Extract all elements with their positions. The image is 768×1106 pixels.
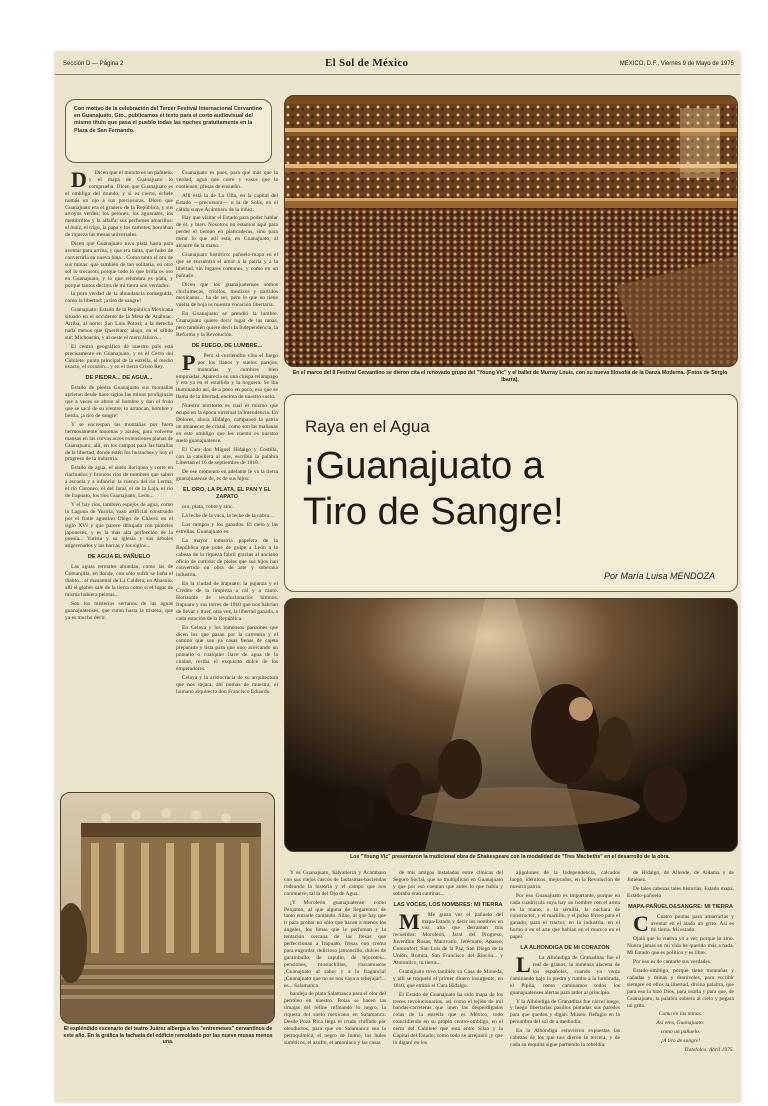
paragraph: Dicen que Guanajuato tuvo plata hasta para aventar para arriba, y que era tanta, que hubo de convertirla en nueva luna... Como tanto el oro de sus minas: que también de tan solitaria, en otro sol lo trocaron; porque todo lo que brilla es oro en Guanajuato, y lo que relumbra es plata, y porque tantos decires de mi tierra son verdades: <box>65 241 173 289</box>
poem-line: Así eres, Guanajuato: <box>656 1020 705 1027</box>
paragraph: de Hidalgo, de Allende, de Aldama y de Jiménez. <box>627 870 734 883</box>
paragraph: Son los misterios serranos de las aguas guanajuatenses, que curan hasta la tristeza, que ya es mucho decir. <box>65 600 173 621</box>
intro-text: Con motivo de la celebración del Tercer Festival Internacional Cervantino en Guanajuato, Gto., publicamos el texto para el corto audiovisual del mismo título que pasa el pueblo todas las noches gratuitamente en la Plaza de San Fernando. <box>74 106 263 134</box>
macbeth-stage-photo <box>284 598 738 852</box>
paragraph: En la ciudad de Irapuato: la pujanza y el Crédito de la limpieza a cal y a canto. Horizonte de revolucionarios himnos. Irapuato y sus torres de 1910 que nos habrían de llevar y traer, otra vez, la libertad ganada, a cada estación de la República. <box>176 581 278 622</box>
theater-audience-photo <box>284 95 738 367</box>
headline-line-1: ¡Guanajuato a <box>303 445 544 487</box>
text-column-2 <box>176 170 278 788</box>
paragraph: Y el hay ríos, también espejos de agua, como la Laguna de Yuriria, vaso artificial construido por el fraile agustino Diego de Chávez en el siglo XVI y que parece dibujada con pinceles japoneses, y es la más alta perfección de la poesía... Yuriria y su iglesia y sus árboles atigerenados y las barcas y los siglos... <box>65 501 173 550</box>
poem-line: Como en las minas. <box>658 1011 703 1018</box>
poem-line: ¡A tiro de sangre! <box>660 1038 701 1045</box>
signature: Tlatelolco. Abril 1975. <box>683 1047 734 1054</box>
paragraph: Hay que visitar el Estado para poder hablar de él, y bien. Nosotros no estamos aquí para perder el tiempo en platicaderas, sino para mirar lo que allí está, en Guanajuato, al alcance de la mano. <box>176 215 278 250</box>
macbeth-photo-caption: Los "Young Vic" presentaron la tradicional obra de Shakespeare con la modalidad de "Tres Macbeths" en el desarrollo de la obra. <box>350 854 670 860</box>
paragraph: El Cura don Miguel Hidalgo y Costilla, con la cabellera al aire, escribió la palabra Libertad el 16 de septiembre de 1810. <box>176 446 278 467</box>
theater-photo-caption: En el marco del II Festival Cervantino se dieron cita el renovado grupo del "Young Vic" y el ballet de Murray Louis, con su nueva filosofía de la Danza Moderna. (Fotos de Sergio Ibarra). <box>292 370 728 383</box>
text-column-5 <box>510 870 620 1090</box>
article-headline <box>303 443 564 535</box>
article-kicker: Raya en el Agua <box>305 417 430 436</box>
subhead: EL ORO, LA PLATA, EL PAN Y EL ZAPATO <box>183 487 271 501</box>
paragraph: Guanajuato histórico: pañuelo-mapa en el que se encuentra el amor a la patria y a la libertad, sin lugares comunes, y como en un pañuelo. <box>176 251 278 279</box>
paragraph: Estado de agua, el suelo lloriquea y corre en riachuelos y broncos ríos de nombres que saben a escuela y a infancia: la cuenca del río Lerma, el río Coroneo, el del Jaral, el de la Laja, el río de Irapuato, los ríos Guanajuato, León... <box>65 465 173 499</box>
juarez-photo-caption: El espléndido escenario del teatro Juárez alberga a los "entremeses" cervantinos de este año. En la gráfica la fachada del edificio remoldado por las nueve musas menos una. <box>63 1026 273 1046</box>
paragraph: Y es Guanajuato, Salvatierra y Acámbaro con sus viejos cascos de fantasmas-haciendas rodeando la historia y el campo que nos conmueve, tal la del Ojo de Agua. <box>284 870 386 897</box>
poem-line: como un pañuelo. <box>660 1029 701 1036</box>
paragraph: En la Alhóndiga estuvieron expuestas las cabezas de los que nos dieron la tercera, y de cada su esquina sigue partiendo la rebeldía: <box>510 1028 620 1048</box>
paragraph: La mayor industria papelera de la República que pone de golpe a León a la cabeza de la riqueza fabril gracias al anciano oficio de curtidor de pieles que sus hijos han convertido en obra de arte y soberana industria. <box>176 537 278 579</box>
newspaper-page <box>55 52 740 1102</box>
teatro-juarez-photo <box>60 792 275 1024</box>
paragraph: Los campos y los ganados. El cielo y las estrellas. Guanajuato es: <box>176 521 278 535</box>
paragraph: De ese momento en adelante le va la tierra guanajuatense de, es de sus hijos: <box>176 469 278 483</box>
drop-cap: L <box>516 952 531 978</box>
drop-cap: M <box>399 908 420 934</box>
page-header <box>55 52 740 75</box>
paragraph: Celaya y la aristocracia de su arquitectura que nos dejara, ahí nomás de muestra, el humano arquitecto don Francisco Eduardo <box>176 675 278 695</box>
paragraph: Ojalá que lo vuelva yo a ver, porque lo amo. Nunca jamás en mi vida he querido más a nada. Mi Estado que es político y es libre. <box>627 936 734 957</box>
paragraph: Por eso Guanajuato es importante, porque en cada cuadrícula suya hay un hombre con el arma en la mano, o la semilla, la cuchara de constructor, y el martillo, y el pulso férreo para el ganado, para el tractor, en la industria, en el horno o en el arte que hablan en el muro o en el papel. <box>510 892 620 941</box>
paragraph: Guanajuato es pues, para qué más que la verdad, agua que corre y vasos que la contienen, presas de ensueño. <box>176 170 278 190</box>
paragraph: M Me gusta ver el pañuelo del mapa-Estado y decir los nombres en voz alta que derraman mis recuerdos: Moroleón, Jaral del Progreso, Juventino Rosas, Maravatío, Jerécuaro, Apaseo, Comonfort, San Luis de la Paz, San Diego de la Unión, Romita, San Francisco del Rincón... y Atotonilco, tu tierra... <box>393 908 503 966</box>
subhead: DE PIEDRA... DE AGUA... <box>85 375 153 382</box>
subhead: LA ALHONDIGA DE MI CORAZON <box>520 945 610 952</box>
text-column-4 <box>393 870 503 1090</box>
paragraph: oro, plata, cobre y zinc. <box>182 504 234 511</box>
article-byline: Por María Luisa MENDOZA <box>603 571 715 581</box>
headline-line-2: Tiro de Sangre! <box>303 491 564 533</box>
subhead: LAS VOCES, LOS NOMBRES: MI TIERRA <box>393 901 503 908</box>
paragraph: En Celaya y los inmensos panzones que dicen los que pasan por la carretera y el camino que son ya casas llenas de cajeta preparada y lista para que uno, acercando un ponuelo o cualquier llave de agua de la ciudad, reciba el exquisito dulce de los emperadores. <box>176 624 278 673</box>
paragraph: El Estado de Guanajuato ha sido mapa de los treces revolucionarios, así como el tejido de mil bandas-carreteras que unen las desperdigadas colas de la estrella que es México, todo coincidiendo en su propio centro-ombligo, en el cerro del Cubilete que está entre Silao y la Capital del Estado; como todo se arrejuntó ¡y que lo digan! en los <box>393 991 503 1046</box>
subhead: DE FUEGO, DE LUMBRE... <box>191 342 263 349</box>
paragraph: Nuestro territorio es cual el mismo que ocupó en la época virreinal la Intendencia. En Dolores, ahora Hidalgo, campaneó la patria un amanecer de cristal, como son las mañanas en este ombligo que les cuento es nuestro suelo guanajuatense. <box>176 403 278 444</box>
issue-date: MEXICO, D.F., Viernes 9 de Mayo de 1975 <box>619 61 734 67</box>
paragraph: L La Alhóndiga de Granaditas fue el real de granos, la inmensa alacena de los españoles, cuando ya venía caminando bajo la piedra y rumbo a la lumbrada, el Pípila, como caminamos todos los guanajuatenses alertas para arder al principio. <box>510 952 620 996</box>
paragraph: Allí está la de La Olla, en la capital del Estado —precursora— o la de Solís, en el cálido suave Acámbaro de la niñez. <box>176 192 278 213</box>
paragraph: Las aguas termales abundan, como las de Comanjilla, en donde, con sólo sufrir se baña el diablo... el manantial de La Caldera, en Abasolo, allí el glober sale de la tierra como si el lugar de misma hubiera pelotas... <box>65 564 173 598</box>
paragraph: En Guanajuato se prendió la lumbre. Guanajuato quiere decir lugar de las ranas, pero también quiere decir la Independencia, la Reforma y la Revolución. <box>176 311 278 338</box>
masthead: El Sol de México <box>325 57 409 69</box>
paragraph: la pura verdad de la abundancia conseguida, como la libertad: ¡a tiro de sangre! <box>65 291 173 305</box>
section-label: Sección D — Página 2 <box>63 61 124 67</box>
drop-cap: D <box>71 170 87 192</box>
paragraph: C Cuatro puntas para amarrarlas y aventar en el atado un grito. Así es mi tierra. Mi estado. <box>627 914 734 935</box>
drop-cap: C <box>633 910 649 936</box>
subhead: MAPA-PAÑUELO&SANGRE: MI TIERRA <box>628 903 733 910</box>
paragraph: bandeja de plata Salamanca para el olor del petróleo en nuestro. Bolas se hacen las timajas del refine refinando lo negro, la riqueza del suelo mexicano en Salamanca. Desde Poza Rica llega el crudo chiflado por oleoductos, para que en Salamanca sea la petroquímica, el negro de humo, los hules sintéticos, el azufre, el amoníaco y las casas <box>284 991 386 1046</box>
paragraph: D Dicen que el mundo es un pañuelo, y el mapa de Guanajuato lo comprueba. Dicen que Guanajuato es el ombligo del mundo, y si es cierto, échele nomás un ojo a sus preciosuras. Dicen que Guanajuato era el granero de la República, y sus arroyos verdes: los perones, los aguacates, los membrillos y la alfalfa; sus perfumes amarillos: el maíz, el trigo, la papa y los camotes, honraban de riqueza las mesas universales. <box>65 170 173 239</box>
paragraph: ¡Y Moroleón guanajuatense: como Pénjamo, al que alguna de llegaremos de tanto entrarle cantando. Silao, al que hay que ir para probar no sólo que hacen a menos los ángeles, los limas que le perfuman y la tentación cercana de las fresas que perfeccionan a Irapuato, fresas con crema para engordar, delicioso jamoncillo, dulces de garambullo, de capulín, de tejocotes... pensiones, mostachillas, charamuscas ¡Guanajuato al sabor y a la fragancia! ¡Guanajuato que no se nos vaya a rebejujar!... es... Salamanca. <box>284 899 386 989</box>
article-title-box <box>284 394 738 592</box>
paragraph: Estado-ombligo, porque tiene montañas y cañadas y minas y desniveles, para escribir siempre en ellos la libertad, divina palabra, que para eso la hizo Dios, para usarla y para que, de Guanajuato, la palabra subiera al cielo y pegara un grito. <box>627 967 734 1009</box>
paragraph: Dicen que los guanajuatenses somos chichimecas, criollos, mestizos y partidos mexicanos... ha de ser, pero lo que no tiene vuelta de hoja es nuestra vocación libertaria. <box>176 281 278 309</box>
subhead: DE AGUA EL PAÑUELO <box>87 554 151 561</box>
text-column-1 <box>65 170 173 788</box>
paragraph: Por eso es de cantarle sus verdades. <box>633 959 712 966</box>
macbeth-stage-image <box>285 599 737 851</box>
paragraph: Estado de piedra Guanajuato sus montañas aprietan desde hace siglos las minas prodigiosas que a veces se abren al hombre y dan el fruto que se sacó de su vientre; lo arrancan, hombre y bestia, ¡a tiro de sangre! <box>65 385 173 419</box>
intro-box <box>65 99 272 163</box>
paragraph: Y se encrespan las montañas por fuera hermosamente morenas y azules, para volverse mansas en las curvas acres extensiones planas de Guanajuato, allí, en los campos para las batallas de la libertad, donde estén los huizaches y hoy el progreso de la industria. <box>65 421 173 463</box>
paragraph: Guanajuato: Estado de la República Mexicana situado en el occidente de la Mesa de Anáhuac. Arriba, al norte: San Luis Potosí; a la derecha nada menos que Querétaro; abajo, en el sálido sur: Michoacán, y al oeste el mero Jalisco... <box>65 307 173 341</box>
theater-audience-image <box>285 96 737 366</box>
paragraph: Guanajuato tuvo también su Casa de Moneda, y allí se troqueló el primer dinero insurgente, en 1810, que emitió el Cura Hidalgo. <box>393 968 503 989</box>
paragraph: El centro geográfico de nuestro país está precisamente en Guanajuato, y es el Cerro del Cubilete: punto principal de la estrella, el medio exacto, el corazón... y en el tierra Cristo Rey. <box>65 343 173 371</box>
drop-cap: P <box>182 349 196 375</box>
paragraph: Y la Alhóndiga de Granaditas fue cárcel luego, y luego libertarias pasillos pintadas sus paredes para que queden y digan: Museo. Refugio en la penumbra del sol de a mediodía. <box>510 998 620 1026</box>
paragraph: De tales cabezas tales historias. Estado mapa. Estado-pañuelo <box>627 885 734 899</box>
paragraph: La leche de la vaca, la leche de la cabra... <box>182 513 274 520</box>
text-column-3-body <box>284 870 386 1090</box>
paragraph: de mis amigos instaladas entre clínicas del Seguro Social, que se multiplican en Guanajuato y que por eso cuentan que antes lo que había y sobraba eran cantinas... <box>393 870 503 897</box>
text-column-6 <box>627 870 734 1095</box>
paragraph: ajigolones de la Independencia, calcados luego, idénticos, mejorados, en la Revolución de nuestra patria. <box>510 870 620 890</box>
teatro-juarez-image <box>61 793 274 1023</box>
paragraph: P Pero si corriendito vino el fuego por los llanos y suelos parejos, montañas y cumbres bien empinadas. Aparecía en una chispa relámpago y era ya en el estallido y la hoguera. Se iba iluminando así, de a poco en poco, eso que se llama de la libertad, encima de nuestro suelo. <box>176 349 278 401</box>
